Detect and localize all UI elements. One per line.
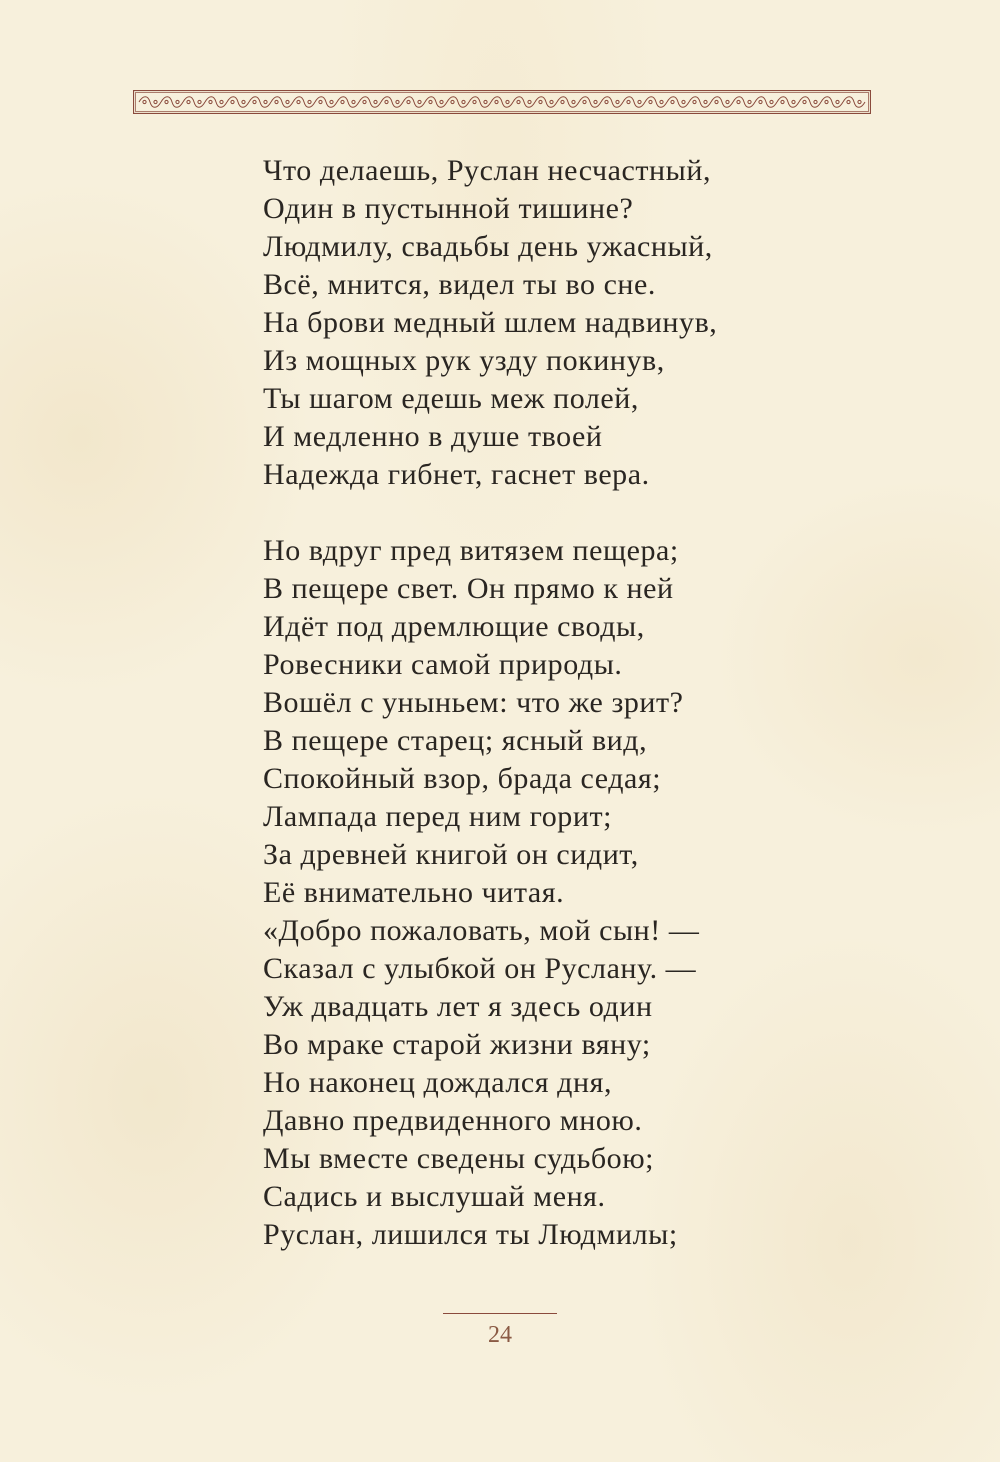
poem-line: Спокойный взор, брада седая; bbox=[263, 762, 662, 795]
stanza-2 bbox=[263, 532, 883, 1254]
poem-line: Идёт под дремлющие своды, bbox=[263, 610, 645, 643]
poem-line: За древней книгой он сидит, bbox=[263, 838, 639, 871]
page-number: 24 bbox=[488, 1322, 512, 1348]
poem-line: Всё, мнится, видел ты во сне. bbox=[263, 268, 656, 301]
poem-line: Садись и выслушай меня. bbox=[263, 1180, 606, 1213]
stanza-1 bbox=[263, 152, 883, 494]
poem-line: В пещере свет. Он прямо к ней bbox=[263, 572, 674, 605]
poem-line: Сказал с улыбкой он Руслану. — bbox=[263, 952, 697, 985]
poem-line: Что делаешь, Руслан несчастный, bbox=[263, 154, 711, 187]
poem-line: Мы вместе сведены судьбою; bbox=[263, 1142, 655, 1175]
poem-line: Один в пустынной тишине? bbox=[263, 192, 634, 225]
poem-line: Давно предвиденного мною. bbox=[263, 1104, 643, 1137]
poem-line: Вошёл с уныньем: что же зрит? bbox=[263, 686, 684, 719]
poem-line: Ровесники самой природы. bbox=[263, 648, 623, 681]
poem-line: Уж двадцать лет я здесь один bbox=[263, 990, 653, 1023]
poem-line: Но вдруг пред витязем пещера; bbox=[263, 534, 679, 567]
poem-line: Лампада перед ним горит; bbox=[263, 800, 613, 833]
poem-line: Из мощных рук узду покинув, bbox=[263, 344, 665, 377]
poem-line: Надежда гибнет, гаснет вера. bbox=[263, 458, 650, 491]
decorative-border-icon bbox=[133, 90, 871, 114]
poem-line: И медленно в душе твоей bbox=[263, 420, 603, 453]
poem-line: На брови медный шлем надвинув, bbox=[263, 306, 718, 339]
poem-line: Руслан, лишился ты Людмилы; bbox=[263, 1218, 678, 1251]
poem-line: «Добро пожаловать, мой сын! — bbox=[263, 914, 700, 947]
poem-line: Во мраке старой жизни вяну; bbox=[263, 1028, 651, 1061]
poem-line: Ты шагом едешь меж полей, bbox=[263, 382, 639, 415]
footer-divider bbox=[443, 1313, 557, 1314]
poem-line: В пещере старец; ясный вид, bbox=[263, 724, 648, 757]
poem-line: Её внимательно читая. bbox=[263, 876, 565, 909]
poem-line: Людмилу, свадьбы день ужасный, bbox=[263, 230, 713, 263]
poem bbox=[263, 152, 883, 1254]
poem-line: Но наконец дождался дня, bbox=[263, 1066, 613, 1099]
